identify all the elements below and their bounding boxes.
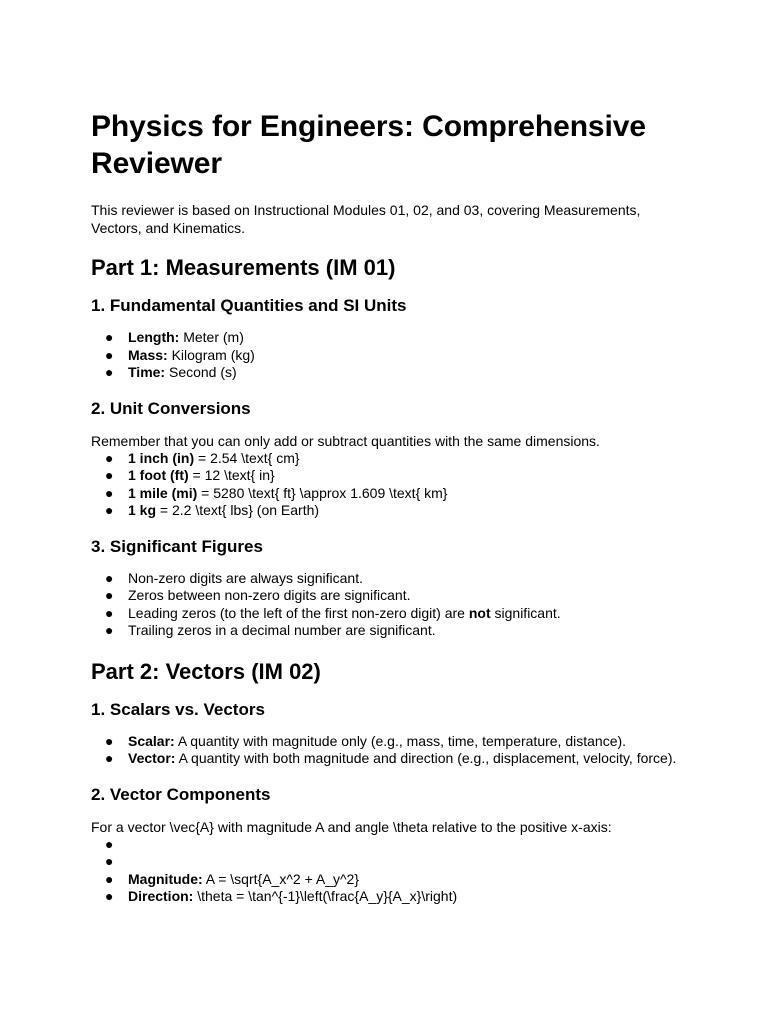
list-item: ● Zeros between non-zero digits are significant. <box>105 587 411 603</box>
part1-heading: Part 1: Measurements (IM 01) <box>91 255 396 280</box>
intro-paragraph: This reviewer is based on Instructional Modules 01, 02, and 03, covering Measurements, Vectors, and Kinematics. <box>91 202 641 236</box>
bullet-icon: ● <box>105 329 114 345</box>
si-units-list <box>91 329 678 382</box>
bullet-icon: ● <box>105 870 114 887</box>
bullet-icon: ● <box>105 888 114 904</box>
list-item: ● Length: Meter (m) <box>105 329 244 345</box>
bullet-icon: ● <box>105 622 114 638</box>
document-title: Physics for Engineers: Comprehensive Reviewer <box>91 110 646 180</box>
components-lead: For a vector \vec{A} with magnitude A and angle \theta relative to the positive x-axis: <box>91 818 612 835</box>
list-item: ● Non-zero digits are always significant. <box>105 569 363 586</box>
list-item <box>91 836 678 854</box>
conversions-lead: Remember that you can only add or subtract quantities with the same dimensions. <box>91 432 600 449</box>
list-item: ● Time: Second (s) <box>105 364 237 380</box>
scalars-vectors-list <box>91 733 678 768</box>
list-item: ● Vector: A quantity with both magnitude and direction (e.g., displacement, velocity, force). <box>105 750 677 766</box>
part2-heading: Part 2: Vectors (IM 02) <box>91 658 321 684</box>
list-item: ● 1 inch (in) = 2.54 \text{ cm} <box>105 449 300 466</box>
part1-sec3-heading: 3. Significant Figures <box>91 536 263 556</box>
bullet-icon: ● <box>105 502 114 518</box>
part2-sec2-heading: 2. Vector Components <box>91 784 271 804</box>
bullet-icon: ● <box>105 835 114 852</box>
list-item: ● Scalar: A quantity with magnitude only (e.g., mass, time, temperature, distance). <box>105 732 627 749</box>
list-item: ● Leading zeros (to the left of the first non-zero digit) are not significant. <box>105 604 561 621</box>
bullet-icon: ● <box>105 364 114 380</box>
part1-sec2-heading: 2. Unit Conversions <box>91 398 251 418</box>
bullet-icon: ● <box>105 346 114 363</box>
bullet-icon: ● <box>105 484 114 501</box>
bullet-icon: ● <box>105 569 114 586</box>
list-item: ● 1 foot (ft) = 12 \text{ in} <box>105 467 275 483</box>
bullet-icon: ● <box>105 604 114 621</box>
sig-figs-list <box>91 570 678 640</box>
list-item: ● 1 mile (mi) = 5280 \text{ ft} \approx 1.609 \text{ km} <box>105 484 448 501</box>
part2-sec1-heading: 1. Scalars vs. Vectors <box>91 699 265 719</box>
part1-sec1-heading: 1. Fundamental Quantities and SI Units <box>91 296 407 315</box>
components-list <box>91 836 678 906</box>
list-item: ● Trailing zeros in a decimal number are significant. <box>105 622 436 638</box>
bullet-icon: ● <box>105 587 114 603</box>
list-item <box>91 853 678 871</box>
bullet-icon: ● <box>105 750 114 766</box>
list-item: ● Mass: Kilogram (kg) <box>105 346 255 363</box>
conversions-list <box>91 450 678 520</box>
bullet-icon: ● <box>105 732 114 749</box>
bullet-icon: ● <box>105 467 114 483</box>
list-item: ● 1 kg = 2.2 \text{ lbs} (on Earth) <box>105 502 320 518</box>
list-item: ● Direction: \theta = \tan^{-1}\left(\frac{A_y}{A_x}\right) <box>105 888 458 904</box>
list-item: ● Magnitude: A = \sqrt{A_x^2 + A_y^2} <box>105 870 360 887</box>
bullet-icon: ● <box>105 853 114 869</box>
bullet-icon: ● <box>105 449 114 466</box>
